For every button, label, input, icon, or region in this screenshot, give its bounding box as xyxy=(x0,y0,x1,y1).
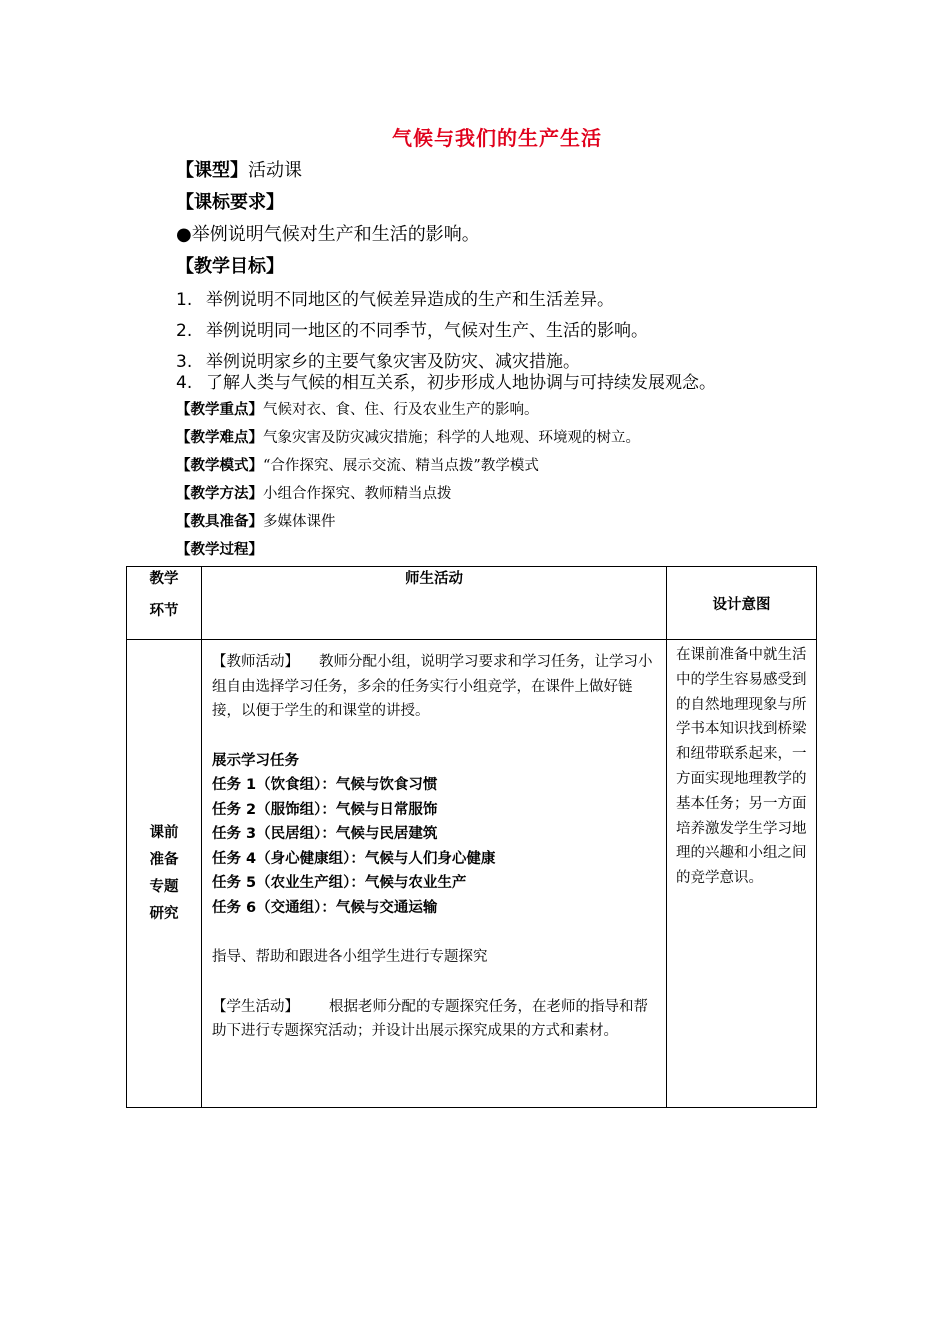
field-process xyxy=(176,538,263,559)
lesson-type-label: 【课型】 xyxy=(176,160,248,181)
objective-item xyxy=(176,368,716,393)
lesson-type-line xyxy=(176,156,302,182)
task-item: 任务 3（民居组）：气候与民居建筑 xyxy=(212,826,438,842)
field-value: 气候对衣、食、住、行及农业生产的影响。 xyxy=(263,402,539,418)
student-activity-text: 根据老师分配的专题探究任务，在老师的指导和帮助下进行专题探究活动；并设计出展示探究成果的方式和素材。 xyxy=(212,998,648,1039)
stage-line: 专题 xyxy=(149,878,179,895)
field-materials xyxy=(176,510,336,531)
header-stage-line: 教学 xyxy=(149,571,179,587)
objective-item xyxy=(176,285,614,310)
intent-cell: 在课前准备中就生活中的学生容易感受到的自然地理现象与所学书本知识找到桥梁和纽带联系起来，一方面实现地理教学的基本任务；另一方面培养激发学生学习地理的兴趣和小组之间的竞学意识。 xyxy=(667,640,817,1108)
task-item: 任务 6（交通组）：气候与交通运输 xyxy=(212,899,438,916)
standard-item: ●举例说明气候对生产和生活的影响。 xyxy=(176,224,480,245)
objectives-label: 【教学目标】 xyxy=(176,256,284,277)
field-key-points xyxy=(176,398,539,419)
objective-text: 举例说明同一地区的不同季节，气候对生产、生活的影响。 xyxy=(206,321,648,341)
page-title: 气候与我们的生产生活 xyxy=(392,126,602,150)
table-header-row xyxy=(127,567,817,640)
student-activity-label: 【学生活动】 xyxy=(212,998,299,1015)
objective-number: 4. xyxy=(176,373,193,393)
objective-number: 1. xyxy=(176,290,193,310)
task-item: 任务 2（服饰组）：气候与日常服饰 xyxy=(212,801,438,818)
standard-label: 【课标要求】 xyxy=(176,192,284,213)
task-item: 任务 5（农业生产组）：气候与农业生产 xyxy=(212,875,467,891)
stage-cell xyxy=(127,640,202,1108)
header-intent: 设计意图 xyxy=(667,567,817,640)
header-stage-line: 环节 xyxy=(149,603,179,619)
field-label: 【教学模式】 xyxy=(176,457,263,474)
lesson-type-value: 活动课 xyxy=(248,160,302,181)
objective-item xyxy=(176,316,648,341)
field-label: 【教学重点】 xyxy=(176,401,263,418)
field-value: 小组合作探究、教师精当点拨 xyxy=(263,486,452,502)
field-value: 气象灾害及防灾减灾措施；科学的人地观、环境观的树立。 xyxy=(263,430,640,446)
header-stage xyxy=(127,567,202,640)
stage-line: 课前 xyxy=(149,824,179,841)
student-activity xyxy=(212,995,656,1044)
header-activity: 师生活动 xyxy=(202,567,667,640)
field-value: “合作探究、展示交流、精当点拨”教学模式 xyxy=(263,458,539,474)
table-row xyxy=(127,640,817,1108)
field-label: 【教具准备】 xyxy=(176,513,263,530)
objective-number: 3. xyxy=(176,352,193,372)
field-label: 【教学难点】 xyxy=(176,429,263,446)
objective-text: 举例说明不同地区的气候差异造成的生产和生活差异。 xyxy=(206,290,614,310)
activity-cell xyxy=(202,640,667,1108)
tasks-heading: 展示学习任务 xyxy=(212,752,299,769)
field-label: 【教学方法】 xyxy=(176,485,263,502)
task-item: 任务 4（身心健康组）：气候与人们身心健康 xyxy=(212,850,496,867)
field-mode xyxy=(176,454,539,475)
objective-text: 了解人类与气候的相互关系，初步形成人地协调与可持续发展观念。 xyxy=(206,373,716,393)
field-value: 多媒体课件 xyxy=(263,514,336,530)
task-item: 任务 1（饮食组）：气候与饮食习惯 xyxy=(212,777,438,793)
teaching-process-table xyxy=(126,566,817,1108)
field-label: 【教学过程】 xyxy=(176,541,263,558)
teacher-activity-text: 教师分配小组，说明学习要求和学习任务，让学习小组自由选择学习任务，多余的任务实行小组竞学，在课件上做好链接，以便于学生的和课堂的讲授。 xyxy=(212,654,653,719)
field-difficulties xyxy=(176,426,640,447)
teacher-activity xyxy=(212,650,656,724)
teacher-activity-label: 【教师活动】 xyxy=(212,654,299,670)
objective-text: 举例说明家乡的主要气象灾害及防灾、减灾措施。 xyxy=(206,352,580,372)
stage-line: 准备 xyxy=(149,851,179,868)
objective-number: 2. xyxy=(176,321,193,341)
field-method xyxy=(176,482,452,503)
guidance-text: 指导、帮助和跟进各小组学生进行专题探究 xyxy=(212,949,488,965)
stage-line: 研究 xyxy=(149,905,179,922)
